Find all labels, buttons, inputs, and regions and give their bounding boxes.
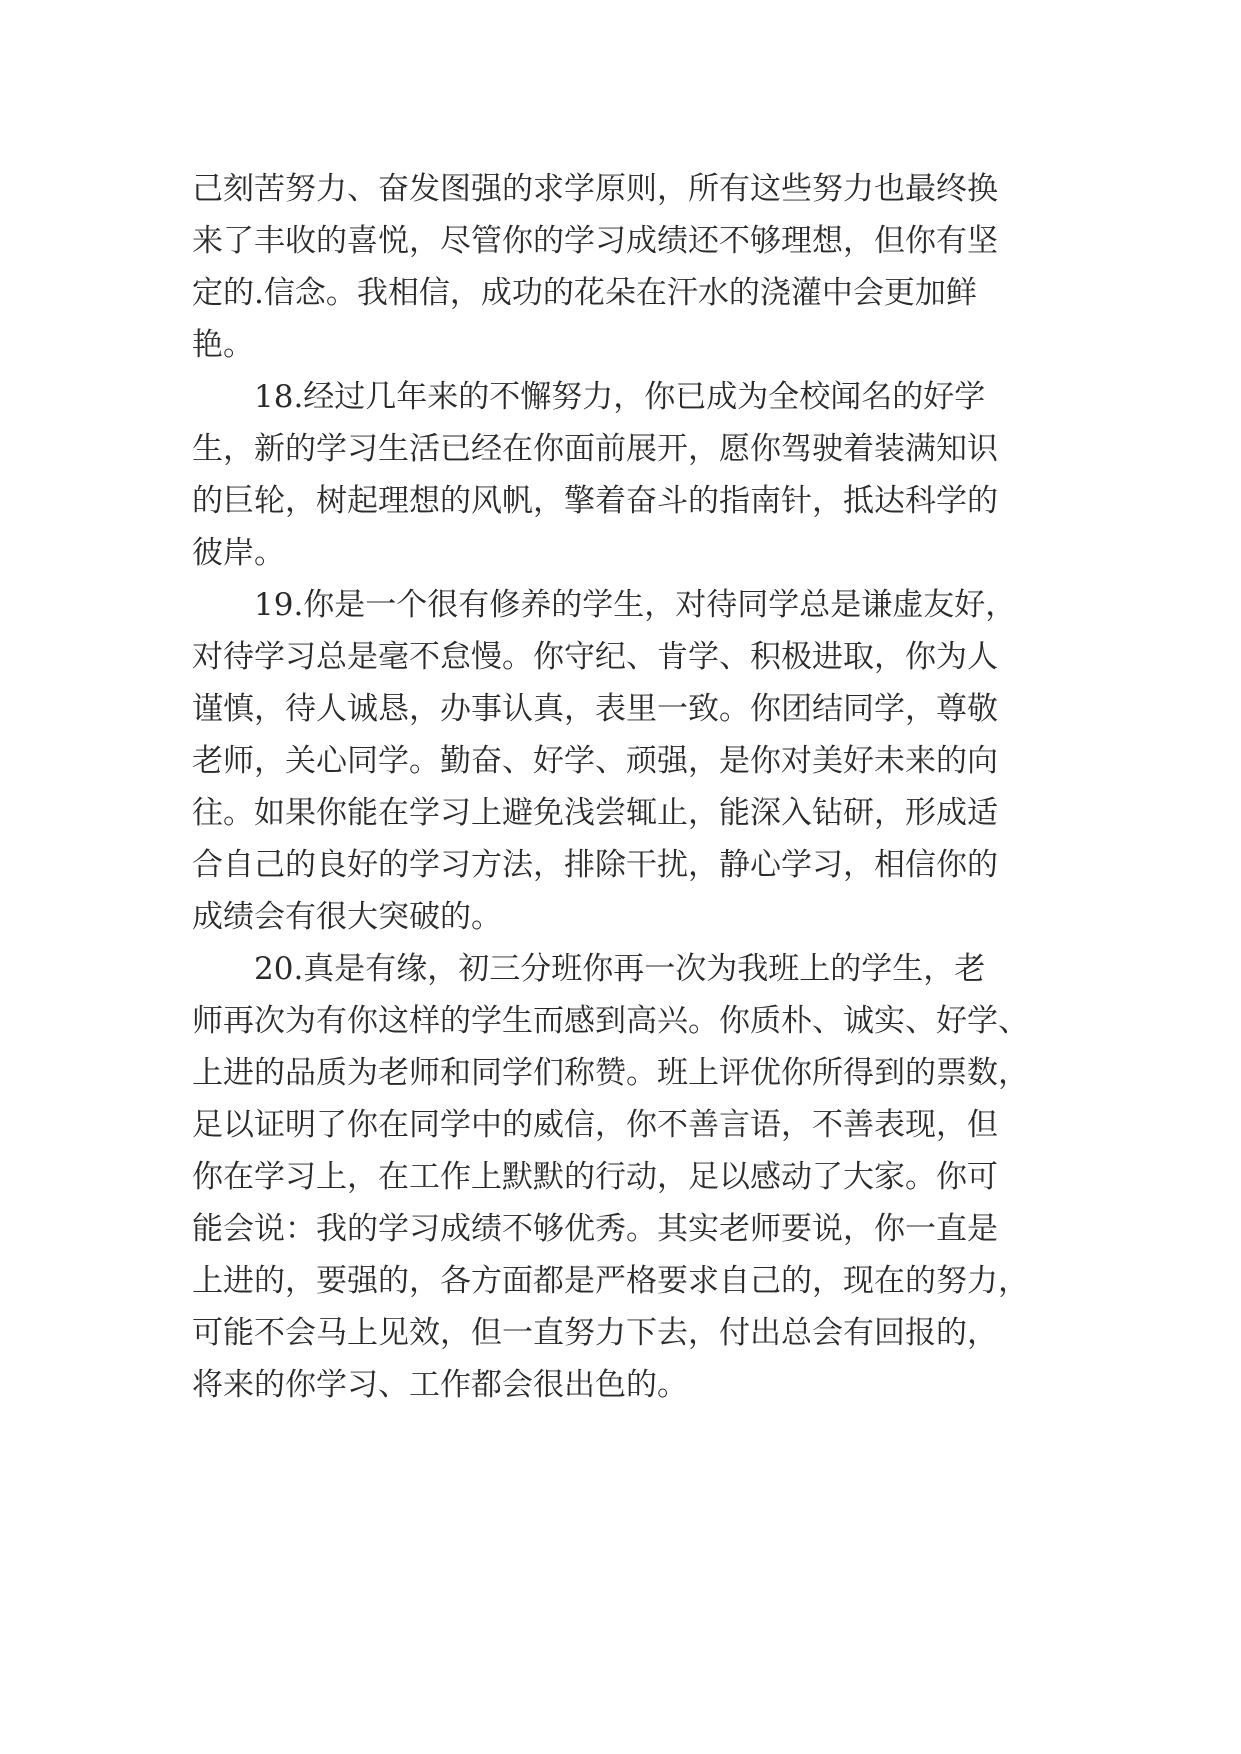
text-line: 18.经过几年来的不懈努力，你已成为全校闻名的好学: [254, 379, 986, 415]
text-line: 老师，关心同学。勤奋、好学、顽强，是你对美好未来的向: [192, 743, 998, 779]
text-line: 师再次为有你这样的学生而感到高兴。你质朴、诚实、好学、: [192, 1003, 1029, 1039]
text-line: 来了丰收的喜悦，尽管你的学习成绩还不够理想，但你有坚: [192, 223, 998, 259]
text-line: 上进的，要强的，各方面都是严格要求自己的，现在的努力，: [192, 1263, 1029, 1299]
text-line: 彼岸。: [192, 535, 285, 571]
text-line: 20.真是有缘，初三分班你再一次为我班上的学生，老: [254, 951, 986, 987]
text-line: 上进的品质为老师和同学们称赞。班上评优你所得到的票数，: [192, 1055, 1029, 1091]
text-line: 艳。: [192, 327, 254, 363]
text-line: 往。如果你能在学习上避免浅尝辄止，能深入钻研，形成适: [192, 795, 998, 831]
text-line: 足以证明了你在同学中的威信，你不善言语，不善表现，但: [192, 1107, 998, 1143]
text-line: 可能不会马上见效，但一直努力下去，付出总会有回报的，: [192, 1315, 998, 1351]
text-line: 合自己的良好的学习方法，排除干扰，静心学习，相信你的: [192, 847, 998, 883]
text-line: 成绩会有很大突破的。: [192, 899, 502, 935]
text-line: 能会说：我的学习成绩不够优秀。其实老师要说，你一直是: [192, 1211, 998, 1247]
text-line: 的巨轮，树起理想的风帆，擎着奋斗的指南针，抵达科学的: [192, 483, 998, 519]
text-line: 己刻苦努力、奋发图强的求学原则，所有这些努力也最终换: [192, 171, 998, 207]
text-line: 19.你是一个很有修养的学生，对待同学总是谦虚友好，: [254, 587, 1017, 623]
text-line: 谨慎，待人诚恳，办事认真，表里一致。你团结同学，尊敬: [192, 691, 998, 727]
text-line: 对待学习总是毫不怠慢。你守纪、肯学、积极进取，你为人: [192, 639, 998, 675]
text-line: 你在学习上，在工作上默默的行动，足以感动了大家。你可: [192, 1159, 998, 1195]
text-line: 定的.信念。我相信，成功的花朵在汗水的浇灌中会更加鲜: [192, 275, 977, 311]
text-line: 将来的你学习、工作都会很出色的。: [192, 1367, 688, 1403]
text-line: 生，新的学习生活已经在你面前展开，愿你驾驶着装满知识: [192, 431, 998, 467]
